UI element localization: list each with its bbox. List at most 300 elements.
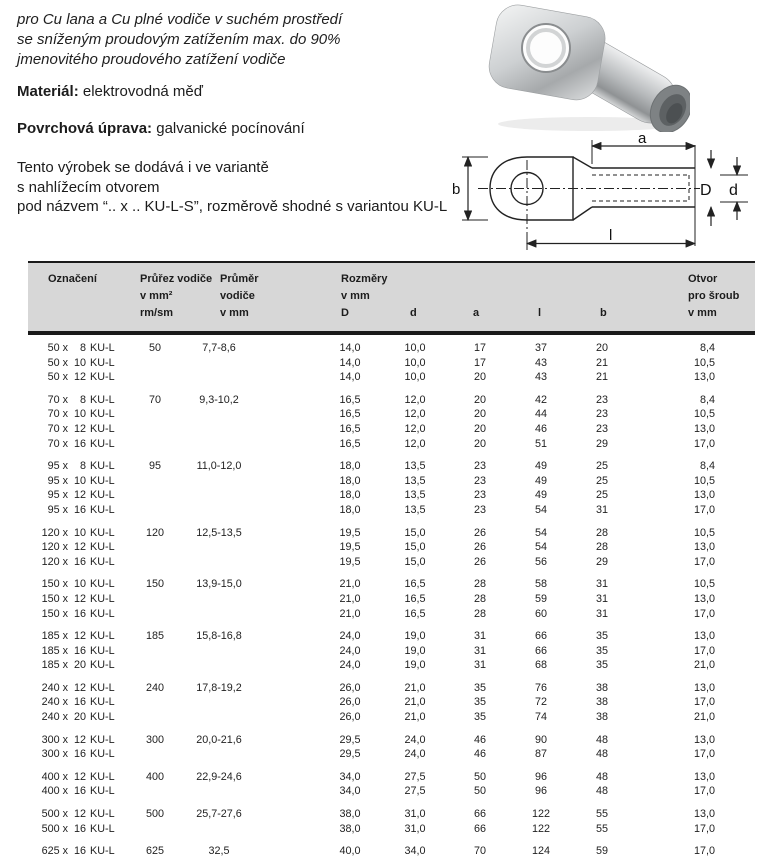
designation-size: 300 x <box>41 733 68 746</box>
table-row <box>28 592 755 607</box>
designation-suffix: KU-L <box>90 342 115 354</box>
cell-l: 87 <box>534 748 547 761</box>
cell-D: 14,0 <box>339 356 361 369</box>
cell-designation <box>28 356 140 371</box>
table-row <box>28 474 755 489</box>
cell-a: 28 <box>473 607 486 620</box>
cell-cross-section: 70 <box>148 393 161 406</box>
designation-size: 300 x <box>41 748 68 761</box>
variant-line: pod názvem “.. x .. KU-L-S”, rozměrově shodné s variantou KU-L <box>17 198 448 215</box>
cell-designation <box>28 607 140 622</box>
cell-cross-section <box>140 488 186 503</box>
size-group <box>28 733 755 762</box>
cell-D: 29,5 <box>339 733 361 746</box>
cell-d: 24,0 <box>404 748 426 761</box>
cell-l: 59 <box>534 592 547 605</box>
cell-D: 38,0 <box>339 808 361 821</box>
cell-cross-section <box>140 555 186 570</box>
cell-cross-section <box>140 607 186 622</box>
cell-screw-hole: 17,0 <box>693 748 715 761</box>
designation-screw: 12 <box>73 422 86 435</box>
designation-size: 150 x <box>41 578 68 591</box>
cell-screw-hole: 17,0 <box>693 822 715 835</box>
dim-label-d: d <box>729 182 738 199</box>
designation-screw: 16 <box>73 785 86 798</box>
cell-l: 58 <box>534 578 547 591</box>
cell-b: 48 <box>595 770 608 783</box>
cell-l: 66 <box>534 630 547 643</box>
designation-size: 70 x <box>47 437 68 450</box>
material-value: elektrovodná měď <box>82 83 203 100</box>
table-row <box>28 407 755 422</box>
cell-conductor-diameter <box>186 540 306 555</box>
designation-suffix: KU-L <box>90 711 115 724</box>
table-row <box>28 770 755 785</box>
cell-l: 43 <box>534 356 547 369</box>
cell-b: 29 <box>595 437 608 450</box>
designation-size: 95 x <box>47 489 68 502</box>
cell-b: 38 <box>595 696 608 709</box>
cell-cross-section <box>140 356 186 371</box>
designation-size: 95 x <box>47 474 68 487</box>
cell-a: 26 <box>473 526 486 539</box>
cell-designation <box>28 747 140 762</box>
designation-screw: 12 <box>73 541 86 554</box>
header-diameter: Průměr vodiče v mm <box>220 273 259 319</box>
table-row <box>28 503 755 518</box>
cell-D: 16,5 <box>339 393 361 406</box>
cell-b: 59 <box>595 845 608 858</box>
cell-designation <box>28 733 140 748</box>
header-dim-d: d <box>410 307 417 319</box>
header-dim-b: b <box>600 307 607 319</box>
cell-conductor-diameter <box>186 407 306 422</box>
cell-D: 24,0 <box>339 630 361 643</box>
cell-screw-hole: 21,0 <box>693 711 715 724</box>
cell-screw-hole: 8,4 <box>699 342 715 354</box>
cell-b: 55 <box>595 822 608 835</box>
product-photo <box>485 2 690 132</box>
cell-l: 49 <box>534 489 547 502</box>
cell-conductor-diameter <box>186 592 306 607</box>
designation-size: 95 x <box>47 460 68 473</box>
designation-screw: 20 <box>73 711 86 724</box>
cell-b: 55 <box>595 808 608 821</box>
cell-l: 49 <box>534 474 547 487</box>
surface-line <box>17 120 305 137</box>
cell-screw-hole: 10,5 <box>693 474 715 487</box>
cell-d: 13,5 <box>404 474 426 487</box>
cell-conductor-diameter <box>186 607 306 622</box>
cell-D: 21,0 <box>339 607 361 620</box>
cell-b: 31 <box>595 607 608 620</box>
cell-b: 25 <box>595 474 608 487</box>
table-row <box>28 822 755 837</box>
cell-b: 35 <box>595 630 608 643</box>
cell-conductor-diameter <box>186 437 306 452</box>
cell-l: 60 <box>534 607 547 620</box>
cell-d: 10,0 <box>404 356 426 369</box>
cell-cross-section <box>140 422 186 437</box>
table-row <box>28 681 755 696</box>
designation-suffix: KU-L <box>90 845 115 858</box>
cell-screw-hole: 10,5 <box>693 526 715 539</box>
cell-D: 29,5 <box>339 748 361 761</box>
cell-d: 12,0 <box>404 437 426 450</box>
cell-d: 15,0 <box>404 555 426 568</box>
cell-d: 21,0 <box>404 711 426 724</box>
table-row <box>28 577 755 592</box>
cell-b: 35 <box>595 659 608 672</box>
designation-suffix: KU-L <box>90 607 115 620</box>
cell-designation <box>28 644 140 659</box>
cell-D: 24,0 <box>339 644 361 657</box>
designation-size: 50 x <box>47 356 68 369</box>
designation-screw: 10 <box>73 408 86 421</box>
cell-a: 35 <box>473 711 486 724</box>
cell-cross-section: 185 <box>145 630 164 643</box>
designation-screw: 16 <box>73 748 86 761</box>
designation-screw: 16 <box>73 696 86 709</box>
cell-b: 29 <box>595 555 608 568</box>
designation-size: 95 x <box>47 503 68 516</box>
designation-screw: 12 <box>73 489 86 502</box>
designation-screw: 16 <box>73 503 86 516</box>
designation-suffix: KU-L <box>90 393 115 406</box>
table-row <box>28 807 755 822</box>
designation-suffix: KU-L <box>90 592 115 605</box>
designation-size: 70 x <box>47 408 68 421</box>
table-row <box>28 784 755 799</box>
cell-l: 124 <box>531 845 550 858</box>
cell-screw-hole: 21,0 <box>693 659 715 672</box>
header-screw-hole: Otvor pro šroub v mm <box>688 273 740 319</box>
cell-d: 16,5 <box>404 607 426 620</box>
cell-cross-section <box>140 370 186 385</box>
cell-designation <box>28 437 140 452</box>
cell-D: 26,0 <box>339 711 361 724</box>
designation-suffix: KU-L <box>90 630 115 643</box>
cell-a: 66 <box>473 822 486 835</box>
cell-conductor-diameter: 15,8-16,8 <box>196 630 242 643</box>
cell-l: 72 <box>534 696 547 709</box>
cell-D: 38,0 <box>339 822 361 835</box>
table-row <box>28 341 755 356</box>
cell-b: 28 <box>595 541 608 554</box>
designation-screw: 16 <box>73 607 86 620</box>
designation-suffix: KU-L <box>90 696 115 709</box>
designation-size: 70 x <box>47 422 68 435</box>
cell-D: 16,5 <box>339 422 361 435</box>
cell-d: 10,0 <box>404 371 426 384</box>
cell-a: 17 <box>473 342 486 354</box>
cell-D: 18,0 <box>339 489 361 502</box>
cell-conductor-diameter <box>186 822 306 837</box>
table-row <box>28 437 755 452</box>
cell-l: 43 <box>534 371 547 384</box>
cell-designation <box>28 592 140 607</box>
header-designation: Označení <box>48 273 97 285</box>
intro-text <box>17 10 342 70</box>
cell-conductor-diameter <box>186 644 306 659</box>
cell-cross-section <box>140 822 186 837</box>
cell-designation <box>28 488 140 503</box>
cell-cross-section <box>140 407 186 422</box>
cell-l: 49 <box>534 460 547 473</box>
cell-conductor-diameter <box>186 488 306 503</box>
dim-label-D: D <box>700 182 712 199</box>
cell-D: 18,0 <box>339 460 361 473</box>
cell-a: 28 <box>473 578 486 591</box>
cell-d: 12,0 <box>404 422 426 435</box>
cell-l: 46 <box>534 422 547 435</box>
cell-conductor-diameter <box>186 555 306 570</box>
cell-l: 51 <box>534 437 547 450</box>
designation-size: 240 x <box>41 696 68 709</box>
cell-d: 16,5 <box>404 578 426 591</box>
cell-conductor-diameter: 20,0-21,6 <box>196 733 242 746</box>
size-group <box>28 770 755 799</box>
cell-l: 54 <box>534 541 547 554</box>
designation-size: 400 x <box>41 770 68 783</box>
designation-size: 240 x <box>41 711 68 724</box>
cell-conductor-diameter: 12,5-13,5 <box>196 526 242 539</box>
designation-size: 185 x <box>41 659 68 672</box>
cell-l: 56 <box>534 555 547 568</box>
designation-suffix: KU-L <box>90 489 115 502</box>
cell-a: 66 <box>473 808 486 821</box>
designation-screw: 12 <box>73 770 86 783</box>
cell-a: 46 <box>473 733 486 746</box>
cell-screw-hole: 10,5 <box>693 356 715 369</box>
cell-cross-section <box>140 437 186 452</box>
designation-screw: 10 <box>73 474 86 487</box>
cell-d: 24,0 <box>404 733 426 746</box>
cell-b: 21 <box>595 371 608 384</box>
cell-a: 46 <box>473 748 486 761</box>
cell-a: 35 <box>473 681 486 694</box>
cell-a: 20 <box>473 371 486 384</box>
cell-a: 28 <box>473 592 486 605</box>
cell-a: 50 <box>473 770 486 783</box>
table-row <box>28 733 755 748</box>
table-body <box>28 335 755 859</box>
cell-designation <box>28 459 140 474</box>
designation-screw: 8 <box>79 342 86 354</box>
cell-l: 68 <box>534 659 547 672</box>
cell-d: 21,0 <box>404 681 426 694</box>
header-dim-l: l <box>538 307 542 319</box>
cell-l: 74 <box>534 711 547 724</box>
designation-suffix: KU-L <box>90 659 115 672</box>
cell-designation <box>28 658 140 673</box>
cell-cross-section <box>140 592 186 607</box>
cell-a: 23 <box>473 460 486 473</box>
cell-a: 26 <box>473 555 486 568</box>
designation-size: 70 x <box>47 393 68 406</box>
intro-line: se sníženým proudovým zatížením max. do 90% <box>17 31 341 48</box>
size-group <box>28 629 755 673</box>
cell-d: 15,0 <box>404 526 426 539</box>
cell-screw-hole: 13,0 <box>693 422 715 435</box>
cell-l: 42 <box>534 393 547 406</box>
table-row <box>28 526 755 541</box>
cell-a: 20 <box>473 408 486 421</box>
cell-D: 14,0 <box>339 371 361 384</box>
cell-designation <box>28 844 140 859</box>
cell-b: 38 <box>595 711 608 724</box>
cell-d: 31,0 <box>404 808 426 821</box>
table-row <box>28 644 755 659</box>
cell-b: 25 <box>595 460 608 473</box>
designation-screw: 12 <box>73 592 86 605</box>
cell-b: 31 <box>595 503 608 516</box>
cell-screw-hole: 13,0 <box>693 733 715 746</box>
cell-screw-hole: 13,0 <box>693 592 715 605</box>
cell-screw-hole: 17,0 <box>693 503 715 516</box>
cell-D: 21,0 <box>339 592 361 605</box>
designation-size: 120 x <box>41 541 68 554</box>
cell-conductor-diameter <box>186 422 306 437</box>
designation-suffix: KU-L <box>90 681 115 694</box>
cell-conductor-diameter: 13,9-15,0 <box>196 578 242 591</box>
cell-a: 70 <box>473 845 486 858</box>
cell-a: 26 <box>473 541 486 554</box>
designation-size: 240 x <box>41 681 68 694</box>
variant-text <box>17 158 447 217</box>
cell-designation <box>28 822 140 837</box>
cell-cross-section: 240 <box>145 681 164 694</box>
size-group <box>28 526 755 570</box>
cell-b: 38 <box>595 681 608 694</box>
cell-cross-section: 625 <box>145 845 164 858</box>
cell-D: 26,0 <box>339 696 361 709</box>
designation-size: 120 x <box>41 555 68 568</box>
cell-designation <box>28 540 140 555</box>
cell-cross-section: 150 <box>145 578 164 591</box>
cell-l: 90 <box>534 733 547 746</box>
cell-b: 23 <box>595 408 608 421</box>
cell-conductor-diameter <box>186 747 306 762</box>
cell-b: 20 <box>595 342 608 354</box>
size-group <box>28 681 755 725</box>
cell-conductor-diameter <box>186 503 306 518</box>
designation-suffix: KU-L <box>90 822 115 835</box>
cell-b: 28 <box>595 526 608 539</box>
cell-cross-section <box>140 695 186 710</box>
cell-cross-section <box>140 658 186 673</box>
cell-D: 21,0 <box>339 578 361 591</box>
cell-designation <box>28 474 140 489</box>
designation-suffix: KU-L <box>90 555 115 568</box>
designation-size: 50 x <box>47 342 68 354</box>
variant-line: Tento výrobek se dodává i ve variantě <box>17 159 269 176</box>
cell-d: 13,5 <box>404 460 426 473</box>
designation-suffix: KU-L <box>90 770 115 783</box>
cell-cross-section: 300 <box>145 733 164 746</box>
cell-cross-section <box>140 474 186 489</box>
designation-screw: 16 <box>73 437 86 450</box>
cell-cross-section <box>140 747 186 762</box>
table-row <box>28 393 755 408</box>
designation-size: 400 x <box>41 785 68 798</box>
designation-suffix: KU-L <box>90 733 115 746</box>
cell-d: 13,5 <box>404 489 426 502</box>
dim-label-b: b <box>452 181 461 198</box>
table-row <box>28 844 755 859</box>
table-row <box>28 658 755 673</box>
cell-conductor-diameter <box>186 474 306 489</box>
table-row <box>28 459 755 474</box>
cell-D: 19,5 <box>339 541 361 554</box>
cell-screw-hole: 8,4 <box>699 393 715 406</box>
designation-suffix: KU-L <box>90 526 115 539</box>
cell-cross-section: 500 <box>145 808 164 821</box>
cell-a: 23 <box>473 489 486 502</box>
cell-designation <box>28 770 140 785</box>
designation-screw: 10 <box>73 356 86 369</box>
intro-line: pro Cu lana a Cu plné vodiče v suchém prostředí <box>17 11 343 28</box>
designation-size: 150 x <box>41 592 68 605</box>
cell-d: 19,0 <box>404 644 426 657</box>
size-group <box>28 844 755 859</box>
cell-d: 16,5 <box>404 592 426 605</box>
cell-a: 31 <box>473 630 486 643</box>
cell-D: 19,5 <box>339 526 361 539</box>
cell-cross-section <box>140 644 186 659</box>
designation-suffix: KU-L <box>90 644 115 657</box>
designation-suffix: KU-L <box>90 460 115 473</box>
cell-conductor-diameter <box>186 695 306 710</box>
cell-screw-hole: 17,0 <box>693 785 715 798</box>
designation-screw: 12 <box>73 630 86 643</box>
cell-cross-section: 120 <box>145 526 164 539</box>
material-line <box>17 83 203 100</box>
cell-screw-hole: 13,0 <box>693 371 715 384</box>
cell-conductor-diameter <box>186 370 306 385</box>
dimension-diagram <box>450 130 762 258</box>
designation-size: 185 x <box>41 630 68 643</box>
cell-l: 96 <box>534 770 547 783</box>
cell-l: 54 <box>534 526 547 539</box>
cell-screw-hole: 13,0 <box>693 808 715 821</box>
table-row <box>28 488 755 503</box>
cell-d: 13,5 <box>404 503 426 516</box>
cell-a: 20 <box>473 422 486 435</box>
cell-l: 54 <box>534 503 547 516</box>
designation-size: 185 x <box>41 644 68 657</box>
table-row <box>28 695 755 710</box>
cell-a: 31 <box>473 644 486 657</box>
cell-a: 20 <box>473 437 486 450</box>
cell-a: 20 <box>473 393 486 406</box>
designation-suffix: KU-L <box>90 541 115 554</box>
designation-suffix: KU-L <box>90 474 115 487</box>
cell-designation <box>28 422 140 437</box>
cell-designation <box>28 681 140 696</box>
dim-label-a: a <box>638 130 647 147</box>
cell-screw-hole: 17,0 <box>693 437 715 450</box>
spec-table <box>28 261 755 859</box>
variant-line: s nahlížecím otvorem <box>17 178 160 196</box>
cell-conductor-diameter <box>186 356 306 371</box>
cell-cross-section: 50 <box>148 342 161 354</box>
cell-screw-hole: 13,0 <box>693 681 715 694</box>
cell-l: 37 <box>534 342 547 354</box>
designation-suffix: KU-L <box>90 371 115 384</box>
cell-b: 48 <box>595 748 608 761</box>
cell-screw-hole: 17,0 <box>693 644 715 657</box>
